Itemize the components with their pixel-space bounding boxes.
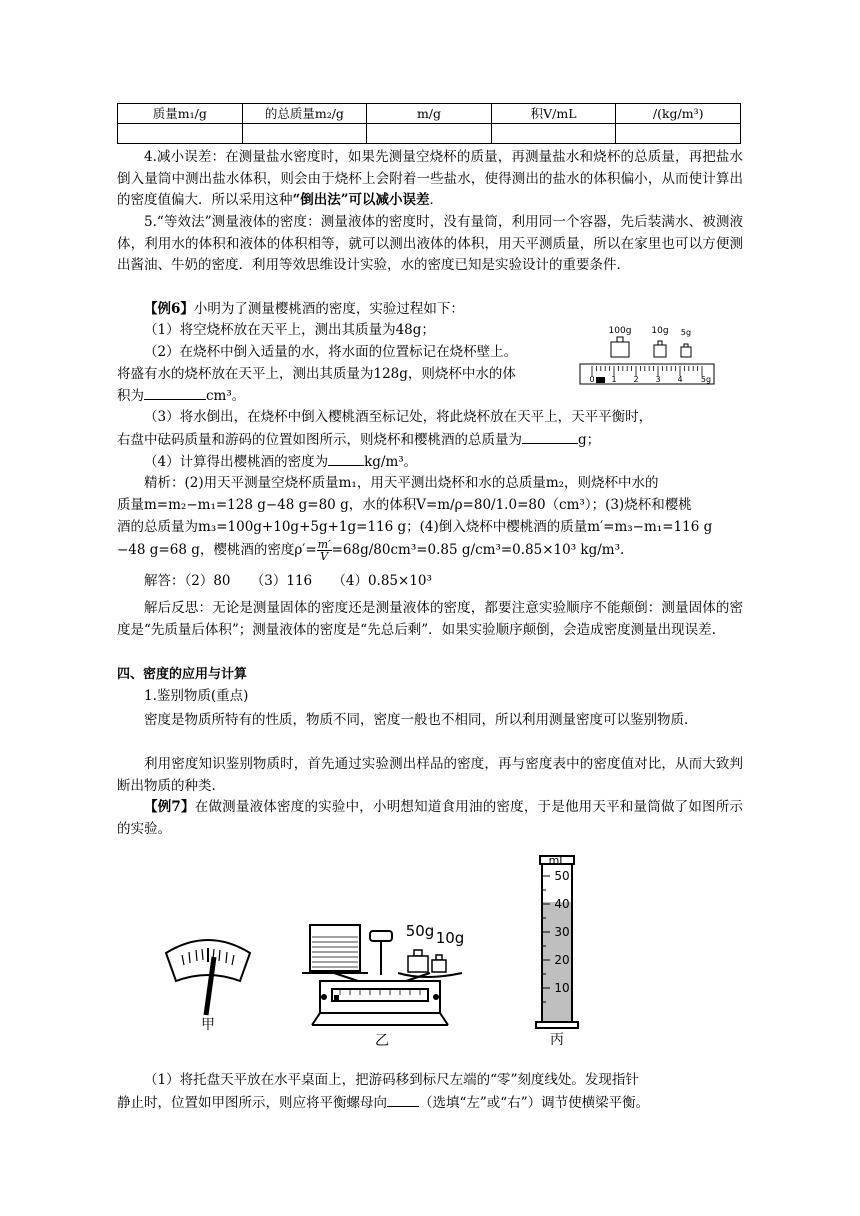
- table-header-cell: 积V/mL: [491, 104, 616, 124]
- scale-tick-label: 2: [633, 375, 639, 384]
- example6-q2c: 积为 cm³。: [117, 385, 592, 408]
- paragraph-reduce-error: 4.减小误差：在测量盐水密度时，如果先测量空烧杯的质量，再测量盐水和烧杯的总质量，再把盐水倒入量筒中测出盐水体积，则会由于烧杯上会附着一些盐水，使得测出的盐水的体积偏小，从而使计算出的密度值偏大．所以采用这种“倒出法”可以减小误差．: [117, 149, 743, 208]
- table-header-row: [118, 104, 741, 124]
- example6-q2b: 将盛有水的烧杯放在天平上，测出其质量为128g，则烧杯中水的体: [117, 366, 516, 382]
- figure-label-jia: 甲: [201, 1017, 215, 1033]
- example6-q1: （1）将空烧杯放在天平上，测出其质量为48g；: [144, 322, 435, 338]
- table-header-cell: 的总质量m₂/g: [242, 104, 367, 124]
- example6-q4: （4）计算得出樱桃酒的密度为 kg/m³。: [117, 451, 743, 474]
- table-cell: [242, 124, 367, 144]
- scale-tick-label: 3: [655, 375, 661, 384]
- data-table: [117, 103, 741, 144]
- figure-label-bing: 丙: [550, 1032, 564, 1046]
- answer-blank[interactable]: [522, 429, 578, 444]
- table-cell: [118, 124, 243, 144]
- cylinder-tick-label: 50: [554, 869, 570, 883]
- example6-q2a: （2）在烧杯中倒入适量的水，将水面的位置标记在烧杯壁上。: [144, 344, 518, 360]
- cylinder-tick-label: 30: [554, 925, 570, 939]
- table-cell: [491, 124, 616, 144]
- analysis-line2: 质量m=m₂−m₁=128 g−48 g=80 g，水的体积V=m/ρ=80/1.0=80（cm³）；(3)烧杯和樱桃: [117, 497, 692, 513]
- identify-paragraph1: 密度是物质所特有的性质，物质不同，密度一般也不相同，所以利用测量密度可以鉴别物质．: [144, 712, 698, 728]
- answer-blank[interactable]: [387, 1092, 419, 1107]
- graduated-cylinder-figure: [528, 846, 588, 1046]
- cylinder-unit: mL: [548, 854, 566, 867]
- table-cell: [616, 124, 741, 144]
- weight-label: 50g: [405, 922, 435, 940]
- weight-5g-icon: [681, 344, 691, 357]
- weight-50g-icon: [408, 950, 428, 972]
- analysis-line3: 酒的总质量为m₃=100g+10g+5g+1g=116 g；(4)倒入烧杯中樱桃酒的质量m′=m₃−m₁=116 g: [117, 519, 713, 535]
- section-heading: 四、密度的应用与计算: [117, 667, 248, 682]
- table-header-cell: /(kg/m³): [616, 104, 741, 124]
- scale-tick-label: 5g: [700, 375, 712, 384]
- answer-line: 解答：（2）80 （3）116 （4）0.85×10³: [144, 573, 432, 589]
- identify-paragraph2: 利用密度知识鉴别物质时，首先通过实验测出样品的密度，再与密度表中的密度值对比，从而大致判断出物质的种类.: [117, 756, 743, 794]
- weight-10g-icon: [654, 341, 666, 357]
- cylinder-tick-label: 10: [554, 981, 570, 995]
- paragraph-equivalent-method: 5.“等效法”测量液体的密度：测量液体的密度时，没有量筒，利用同一个容器，先后装满水、被测液体，利用水的体积和液体的体积相等，就可以测出液体的体积，用天平测质量，所以在家里也可以方便测出酱油、牛奶的密度．利用等效思维设计实验，水的密度已知是实验设计的重要条件．: [117, 214, 743, 273]
- rider-icon: [596, 377, 605, 383]
- weight-100g-icon: [611, 337, 629, 357]
- subsection-heading: 1.鉴别物质(重点): [144, 688, 249, 704]
- balance-figure: [290, 905, 475, 1050]
- weight-label: 100g: [608, 326, 632, 336]
- table-row: [118, 124, 741, 144]
- bold-phrase: “倒出法”可以减小误差: [292, 192, 430, 208]
- figure-label-yi: 乙: [375, 1033, 389, 1049]
- scale-tick-label: 1: [611, 375, 617, 384]
- cylinder-tick-label: 40: [554, 897, 570, 911]
- table-header-cell: 质量m₁/g: [118, 104, 243, 124]
- answer-blank[interactable]: [328, 451, 364, 466]
- weight-label: 5g: [680, 328, 692, 337]
- answer-blank[interactable]: [144, 385, 206, 400]
- rider-icon: [334, 995, 339, 1001]
- balance-weights-figure: [578, 318, 718, 390]
- scale-tick-label: 0: [589, 375, 595, 384]
- table-cell: [367, 124, 492, 144]
- rider-scale: [580, 364, 714, 384]
- table-header-cell: m/g: [367, 104, 492, 124]
- balance-nut-icon: [433, 994, 439, 1000]
- weight-10g-icon: [432, 955, 446, 972]
- analysis-line4: −48 g=68 g，樱桃酒的密度ρ′= $\frac{m'}{V}$ =68g/80cm³=0.85 g/cm³=0.85×10³ kg/m³.: [117, 538, 625, 563]
- density-fraction: $\frac{m'}{V}$: [317, 538, 331, 563]
- beaker-icon: [310, 925, 360, 971]
- weight-label: 10g: [651, 326, 669, 336]
- example7-q1b: 静止时，位置如甲图所示，则应将平衡螺母向 （选填“左”或“右”）调节使横梁平衡。: [117, 1092, 743, 1115]
- example6-q3a: （3）将水倒出，在烧杯中倒入樱桃酒至标记处，将此烧杯放在天平上，天平平衡时，: [144, 409, 653, 425]
- example7-intro: 【例7】在做测量液体密度的实验中，小明想知道食用油的密度，于是他用天平和量筒做了如图所示的实验。: [117, 799, 743, 837]
- weight-label: 10g: [435, 929, 465, 947]
- reflection-paragraph: 解后反思：无论是测量固体的密度还是测量液体的密度，都要注意实验顺序不能颠倒：测量固体的密度是“先质量后体积”；测量液体的密度是“先总后剩”．如果实验顺序颠倒，会造成密度测量出现误差.: [117, 600, 743, 638]
- balance-nut-icon: [321, 994, 327, 1000]
- example6-intro: 【例6】小明为了测量樱桃酒的密度，实验过程如下：: [144, 301, 464, 317]
- scale-tick-label: 4: [677, 375, 683, 384]
- example6-q3b: 右盘中砝码质量和游码的位置如图所示，则烧杯和樱桃酒的总质量为 g；: [117, 429, 743, 452]
- cylinder-tick-label: 20: [554, 953, 570, 967]
- pointer-dial-figure: [158, 925, 258, 1035]
- analysis-line1: 精析：(2)用天平测量空烧杯质量m₁，用天平测出烧杯和水的总质量m₂，则烧杯中水的: [144, 475, 659, 491]
- example7-q1a: （1）将托盘天平放在水平桌面上，把游码移到标尺左端的“零”刻度线处。发现指针: [144, 1072, 639, 1088]
